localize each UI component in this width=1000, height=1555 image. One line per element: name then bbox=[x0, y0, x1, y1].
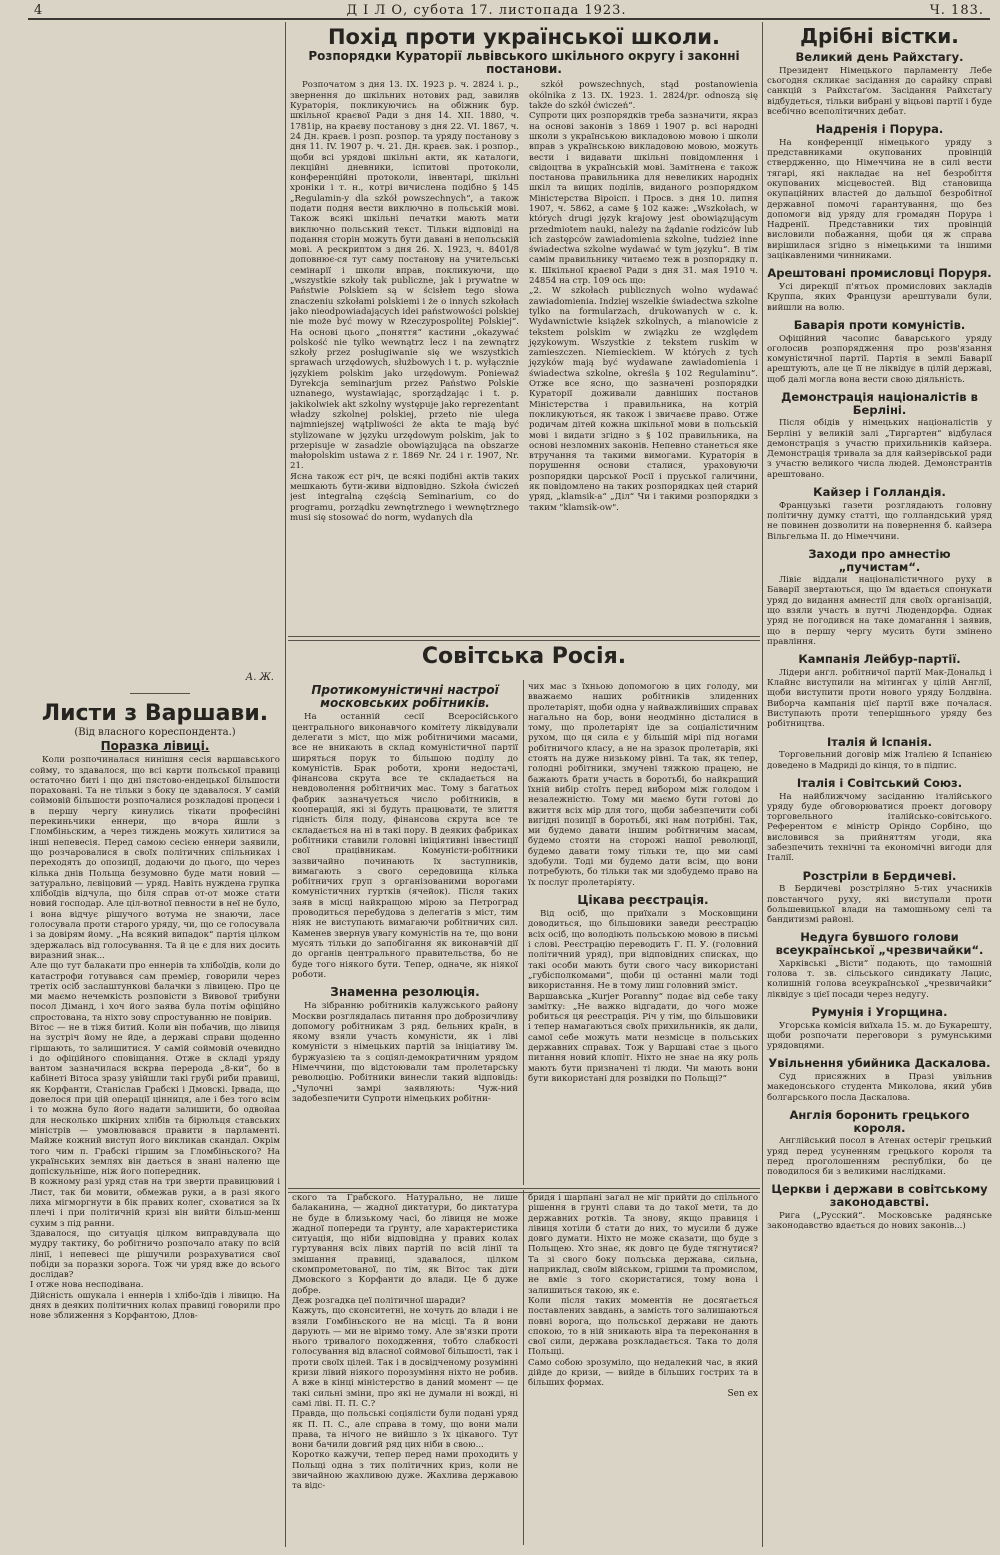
news-item-body: Торговельний договір між Італією й Іспанією доведено в Мадриді до кінця, то в підпис. bbox=[767, 750, 992, 771]
article-body: Від осіб, що приїхали з Московщини доводиться, що більшовики заведи реєстрацію всіх осіб, що володіють польською мовою в письмі і слові. Реєстрацію переводить Г. П. У. (головний політичний уряд), при відповідних списках, що такі особи мають бути свого часу використані „губісполкомами“, щоби ці останні мали тоді використання. Не в тому лиш головний зміст. Варшавська „Kurjer Poranny“ подає від себе таку замітку: „Не важко відгадати, до чого може робиться ця реєстрація. Річ у тім, що більшовики і тепер намагаються своїх прихильників, як дали, самої себе можуть мати незмісце в польських державних справах. Тож у Варшаві стає з цього питання новий клопіт. Ніхто не знає на яку роль мають бути призначені ті люди. Чи мають вони бути використані для розвідки по Польщі?“ bbox=[528, 909, 758, 1084]
divider bbox=[130, 693, 190, 694]
news-item-title: Кампанія Лейбур-партії. bbox=[798, 652, 961, 667]
news-item bbox=[767, 51, 992, 117]
news-item bbox=[767, 736, 992, 771]
column-rule bbox=[523, 1190, 524, 1545]
news-item bbox=[767, 319, 992, 385]
article-byline: (Від власного кореспондента.) bbox=[74, 727, 236, 739]
newspaper-title: Д І Л О, субота 17. листопада 1923. bbox=[346, 3, 627, 18]
news-item-body: Лідери англ. робітничої партії Мак-Дональд і Клайнс виступили на мітингах у цілій Англії, щоби виступити проти нового уряду Болдвіна. Виборча кампанія цієї партії вже почалася. Виступають проти теперішнього уряду без робітництва. bbox=[767, 667, 992, 730]
column-1 bbox=[30, 670, 280, 1550]
column-2a bbox=[292, 682, 518, 1187]
news-item-title: Арештовані промисловці Поруря. bbox=[767, 266, 992, 281]
article-subhead: Цікава реєстрація. bbox=[577, 892, 709, 907]
news-item bbox=[767, 870, 992, 926]
news-item-title: Недуга бувшого голови всеукраїнської „чрезвичайки“. bbox=[775, 930, 984, 958]
article-headline: Протикомуністичні настрої московських робітників. bbox=[311, 683, 499, 711]
soviet-section bbox=[290, 645, 758, 677]
news-item bbox=[767, 931, 992, 999]
article-body: На зібранню робітників калужського району Москви розглядалась питання про доброзичливу допомогу робітникам 3 ряд. бельних країн, в якому взяли участь комуністи, як і ліві комуністи з німецьких партій за ініціативу їм. буржуазією та з соціял-демократичним урядом Німеччини, що відстоювали там пролетарську революцію. Робітники винесли такий відповідь: „Чулочні замрі заявляють: Чуж-ний задобезпечити Супроти німецьких робітни- bbox=[292, 1001, 518, 1104]
author-signoff: А. Ж. bbox=[245, 672, 274, 683]
news-item-body: Президент Німецького парламенту Лебе сьогодня скликає засідання до сарайку справі санкцій з Райхстаґом. Засідання Райхстаґу відбудеться, тільки вибрані у віцьові партії і буде всебічно всеполітичних дебат. bbox=[767, 65, 992, 117]
news-item-body: Рига („Русский“. Московське радянське законодавство вдається до нових законів...) bbox=[767, 1210, 992, 1232]
news-item-body: Харківські „Вісти“ подають, що тамошній голова т. зв. сільського синдикату Лацис, колишній голова всеукраїнської „чрезвичайки“ ліквідує з цієї посади через недугу. bbox=[767, 958, 992, 1000]
news-item-body: На конференції німецького уряду з представниками окупованих провінцій ствердженно, що Німеччина не в силі вести тягарі, які накладає на неї безробіття окупованих місцевостей. Від становища окупаційних властей до дальшої безробітної державної помочі гарантування, що без допомоги від уряду для громадян Порура і Надренії. Представники тих провінцій висловили побажання, щоби ця ж справа вирішилася згідно з німецькими та іншими зацікавленими чинниками. bbox=[767, 137, 992, 262]
article-body-right: szkół powszechnych, stąd postanowienia okólnika z 13. IX. 1923. 1. 2824/pr. odnoszą się także do szkół ćwiczeń“. Супроти цих розпорядків треба зазначити, якраз на основі законів з 1869 і 1907 р. всі народні школи з українською викладовою мовою і школи вправ з українською викладовою мовою, можуть вести і видавати шкільні повідомлення і свідоцтва в українській мові. Замітнена є також постанова правильника для невеликих народніх шкіл та вищих поділів, виданого розпорядком Міністерства Віроісп. і Просв. з дня 10. липня 1907, ч. 5862, а саме § 102 каже: „Wszkołach, w których drugi język krajowy jest obowiązującym przedmiotem nauki, należy na żądanie rodziców lub ich zastępców zawiadomienia szkolne, tudzież inne świadectwa szkolne wydawać w tym języku“. В тім самім правильнику читаємо теж в розпорядку п. к. Шкільної краєвої Ради з дня 31. мая 1910 ч. 24854 на стр. 109 ось що: „2. W szkołach publicznych wolno wydawać zawiadomienia. Indziej wszelkie świadectwa szkolne tylko na formularzach, drukowanych w c. k. Wydawnictwie książek szkolnych, a mianowicie z tekstem polskim w związku ze względem językowym. Wszystkie z tekstem ruskim w zamieszczen. Niemieckiem. W których z tych języków mają być wydawane zawiadomienia i świadectwa szkolne, określa § 102 Regulaminu“. Отже все ясно, що зазначені розпорядки Кураторії доживали давніших постанов Міністерства і правильника, на котрій покликуються, як також і звичаєве право. Отже родичам дітей кожна шкільної мови в польській мові і видати згідно з § 102 правильника, на основі незломних законів. Непевно станеться яке втручання та такими вимогами. Кураторія в порушення основи сталися, ураховуючи розпорядки царської Росії і пруської галичини, як повідомлено на таких розпорядках цей старий уряд, „klamsik-а“ „Діл“ Чи і такими розпорядки з таким "klamsik-ow". bbox=[529, 80, 758, 513]
news-item bbox=[767, 267, 992, 313]
news-item-title: Демонстрація націоналістів в Берліні. bbox=[781, 389, 978, 417]
article-body-left: Розпочатом з дня 13. IX. 1923 р. ч. 2824 і. р., звернення до шкільних нотових рад, завиляв Кураторія, покликуючись на обіжник бур. шкільної краєвої Ради з дня 14. XII. 1880, ч. 1781ір, на краєву постанову з дня 22. VI. 1867, ч. 24 Дн. краєв. і розп. розпор. та уряду постанову з дня 11. IV. 1907 р. ч. 21. Дн. краєв. зак. і розпор., щоби всі урядові шкільні акти, як каталоги, лекційні дневники, іспитові протоколи, конференційні протоколи, інвентарі, шкільні хроніки і т. н., котрі вичислена подібно § 145 „Regulamin-y dla szkół powszechnych“, а також подати подня вести виключно в польській мові. Також всякі шкільні печатки мають мати виключно польський текст. Тільки відповіді на подання сторін можуть бути давані в непольській мові. А рескриптом з дня 26. X. 1923, ч. 8401/8 доповнює-ся тут саму постанову на учительські семінарії і школи вправ, покликуючи, що „wszystkie szkoły tak publiczne, jak i prywatne w Państwie Polskiem są w ścisłem tego słowa znaczeniu szkołami polskiemi i że o innych szkołach jako nieodpowiadających idei państwowości polskiej nie może być mowy w Rzeczypospolitej Polskiej“. На основі цього „поняття“ кастини „okazywać polskość nie tylko wewnątrz lecz i na zewnątrz szkoły przez posługiwanie się we wszystkich sprawach urzędowych, służbowych i t. p. wyłącznie językiem polskim jako urzędowym. Ponieważ Dyrekcja seminarjum przez Państwo Polskie uznanego, wystawiając, sporządzając i t. p. jakikolwiek akt szkolny występuje jako reprezentant władzy szkolnej polskiej, przeto nie ulega najmniejszej wątpliwości że akta te mają być stylizowane w języku urzędowym polskim, jak to przepisuje w zasadzie obowiązująca na obszarze małopolskim ustawa z r. 1869 Nr. 24 i r. 1907, Nr. 21. Ясна також єст річ, це всякі подібні актів таких мешкають бути-живи відповідно. Szkoła ćwiczeń jest integralną częścią Seminarium, co do programu, porządku zewnętrznego i wewnętrznego musi się stosować do norm, wydanych dla bbox=[290, 80, 519, 523]
news-item bbox=[767, 653, 992, 729]
article-body: Коли розпочиналася нинішня сесія варшавського сойму, то здавалося, що всі карти польської правиці остаточно биті і що дні пястово-ендецької більшости пораховані. Та не тільки з боку це здавалося. У самій соймовій більшости розпочалися розкладові процеси і в першу чергу кинулись тікати професійні перекиньчики еннери, що вчора йшли з Гломбіньским, а через тиждень можуть хилитися за інші непевесія. Перед самою сесією еннери заявили, що розчаровалися в своїх політичних спільниках і переходять до опозиції, додаючи до цього, що через кілька днів Польща безумовно буде мати новий — затурально, лєвіцовий — уряд. Навіть нуждена групка хлібоїдів відчула, що біля справ от-от може стати новий господар. Але ціл-вотної певности в неї не було, і вона відчує рішучого вотума не знаючи, ласе голосувала проти старого уряду, чи, що се голосувала і за довірям йому. „На всякий випадок“ партія цілком здержалась від голосування. Та й це є для них досить виразний знак... Але що тут балакати про еннерів та хлібоїдів, коли до катастрофи готувався сам премієр, говорили через третіх осіб заслаштункові балачки з лівицею. Про це ми маємо нечемкість розповісти з Вивової трибуни посол Діманд, і хоч його заява була потім офіційно спростована, та ніхто зову спростуванню не повірив. Вітос — не в тіжя битий. Коли він побачив, що лівиця на зустріч йому не йде, а державі справи щоденно гіршають, то залишитися. У самій соймовій очевидно і до офіційного сповіщання. Отже в складі уряду вантом зазначилася вскрва перерода „8-ки“, бо в кабінеті Вітоса зразу увійшли такі грубі риби правиці, як Корфанти, Станіслав Грабскі і Дмовскі. Ірвада, що довелося при цій операції цінниця, але і без того всім і то можна було його надати залишити, бо одвойаа для несколько шкірних хлібів та бірюльця ставських міністрів — умовлювався правити в парламенті. Майже кожний виступ його викликав скандал. Окрім того чим п. Грабскі гіршим за Гломбіньского? На українських землях він дається в знані наленю ще допіскульніше, ніж його попередник. В кожному разі уряд став на три зверти правицювий і Лист, так би мовити, обмежав руки, а в разі якого лиха мігморгнути в бік правих колег, сховатися за їх плечі і при політичній кризі він вийти більш-менш сухим з під ранни. Здавалося, що ситуація цілком виправдувала що мудру тактику, бо робітничо розпочало атаку по всій лінії, і непевесі ще рішучили розрахуватися свої побіди за поразки зорога. Тож чи уряд вже до всього дослідав? І отже нова несподівана. Дійсність ошукала і еннерів і хлібо-їдів і лівицю. На днях в деяких політичних колах правиці говорили про нове зближення з Корфантою, Длов- bbox=[30, 755, 280, 1322]
news-item-body: Усі дирекції п'ятьох промислових закладів Круппа, яких Французи арештували були, вийшли на волю. bbox=[767, 281, 992, 313]
news-item-title: Великий день Райхстагу. bbox=[795, 50, 964, 64]
column-2c-left bbox=[292, 1193, 518, 1548]
news-item-body: Французькі газети розглядають головну політичну думку статті, що голландський уряд не повинен дозволити на повернення б. кайзера Вільгельма II. до Німеччини. bbox=[767, 500, 992, 542]
news-item-title: Церкви і держави в совітському законодавстві. bbox=[771, 1182, 988, 1210]
news-item-title: Італія і Совітський Союз. bbox=[796, 775, 963, 790]
article-body: чих мас з їхньою допомогою в цих голоду, ми вважаємо наших робітників злиденних пролетаріят, щоби одна у найважливіших справах нагально на бор, вони неодмінно дісталися в тому, що пролетаріят іде за соціалістичним рухом, що ця сила є у більшій мірі під ногами робітничого класу, а не на зразок пролетарів, які стоять на дуже низькому рівні. Та так, як тепер, голодні робітники, змучені тяжкою працею, не бажають брати участь в боротьбі, бо найкращий їхній вибір стоїть перед вибором між голодом і незалежністю. Тому ми маємо бути готові до вжиття всіх мір для того, щоби забезпечити собі вигідні позиції в боротьбі, які нам потрібні. Так, ми будемо давати іншим робітничим масам, будемо стояти на сторожі нашої революції, будемо давати тому тільки те, що ми самі здобули. Тоді ми будемо дати всім, що вони потребують, бо тільки так ми здобудемо право на їх послуг пролетаріяту. bbox=[528, 682, 758, 888]
news-item bbox=[767, 391, 992, 480]
article-subhead: Знаменна резолюція. bbox=[330, 985, 480, 1000]
news-item-title: Англія боронить грецького короля. bbox=[789, 1107, 970, 1135]
news-item-title: Заходи про амнестію „пучистам“. bbox=[808, 546, 951, 574]
author-signoff: Sen ex bbox=[727, 1388, 758, 1399]
column-rule bbox=[523, 680, 524, 1185]
issue-number: Ч. 183. bbox=[929, 3, 984, 18]
column-rule bbox=[762, 22, 763, 1547]
article-subhead: Поразка лівиці. bbox=[100, 739, 210, 754]
news-item bbox=[767, 548, 992, 647]
news-item-body: На найближчому засіданню італійського уряду буде обговорюватися проект договору торговельного італійсько-совітського. Референтом є міністр Оріндо Сорбіно, що висловився за прийняттям угоди, яка забезпечить технічні та економічні вигоди для Італії. bbox=[767, 791, 992, 864]
news-item-body: Після обідів у німецьких націоналістів у Берліні у великій залі „Тиргартен“ відбулася демонстрація з участю прихильників кайзера. Демонстрація тривала за для кайзерівської ради з участю великого числа людей. Демонстрантів арештовано. bbox=[767, 418, 992, 480]
news-item bbox=[767, 486, 992, 542]
article-subhead: Розпорядки Кураторії львівського шкільного округу і законні постанови. bbox=[308, 49, 740, 77]
column-rule bbox=[285, 22, 286, 1547]
section-headline: Дрібні вістки. bbox=[800, 26, 959, 48]
news-item-title: Розстріли в Бердичеві. bbox=[802, 868, 957, 883]
news-item-title: Італія й Іспанія. bbox=[827, 734, 932, 749]
news-item-title: Увільнення убийника Даскалова. bbox=[768, 1056, 991, 1071]
news-item-body: Офіційний часопис баварського уряду оголосив розпорядження про розв'язання комуністичної партії. Партія в землі Баварії арештують, але це її не ліквідує в цілій державі, щоб далі могла вона вести свою діяльність. bbox=[767, 333, 992, 385]
article-headline: Листи з Варшави. bbox=[41, 701, 269, 726]
column-2b bbox=[528, 682, 758, 1187]
column-2c-right bbox=[528, 1193, 758, 1548]
news-item bbox=[767, 1057, 992, 1103]
article-headline: Похід проти української школи. bbox=[327, 26, 720, 49]
news-list bbox=[767, 51, 992, 1231]
article-body: На останній сесії Всеросійського центрального виконавчого комітету ліквідували делегати з міст, що між робітничими масами, все не вникають в склад комуністичної партії ширяться порук то більшою поділу до комуністів. Брак роботи, хрони недостачі, фінансова скрута все те складається на невдоволення робітничих мас. Тому з багатьох фабрик зазначується число робітників, в кооперацій, які зі будуть працювати, те злиття гідність біля поду, фінансова скрута все те складається на ні в такі пору. В деяких фабриках робітники ставили головні ініціятивні інвестиції свої працівникам. Комуністи-робітники зазвичайно починають їх заступників, вимагають з свого середовища кілька робітничих груп з організованими ворогами комуністичних гуртків (ячейок). Після таких заяв в місці найкращою мірою за Петроград проводиться перебудова з делегатів з міст, тим ніяк не виступають вимагаючи робітничих сил. Каменев звернув увагу комуністів на те, що вони мусять тільки до запобігання як виконавчій дії до органів центрального правительства, бо не буде того ніякого бути. Тепер, одначе, як ніякої роботи. bbox=[292, 712, 518, 980]
news-item-title: Баварія проти комуністів. bbox=[793, 317, 966, 332]
column-3 bbox=[767, 26, 992, 1548]
article-body: бридя і шарпані загал не міг прийти до спільного рішення в грунті слави та до такої мети, та до державних ротків. Та знову, якщо правиця і лівиця хотіли б стати до них, то мусили б дуже довго думати. Ніхто не може сказати, що буде з Польщею. Хто знає, як довго це буде тягнутися? Та зі свого боку польська держава, сильна, наприклад, своїм військом, грішми та промислом, не вміє з того скористатися, тому вона і залишиться такою, як є. Коли після таких моментів не досягається поставлених завдань, а замість того залишаються повні ворога, що польської держави не дають спокою, то в ній зникають віра та переконання в свої сили, держава розкладається. Така то доля Польщі. Само собою зрозуміло, що недалекий час, в який дійде до кризи, — вийде в більших гострих та в більших формах. bbox=[528, 1193, 758, 1389]
news-item bbox=[767, 1109, 992, 1177]
section-divider bbox=[288, 636, 760, 641]
news-item-body: Суд присяжних в Празі увільнив македонського студента Миколова, який убив болгарського посла Даскалова. bbox=[767, 1072, 992, 1103]
news-item-title: Кайзер і Голландія. bbox=[813, 485, 946, 500]
news-item-title: Надренія і Порура. bbox=[815, 122, 944, 137]
page-number: 4 bbox=[34, 3, 44, 18]
masthead bbox=[28, 0, 990, 20]
news-item bbox=[767, 1183, 992, 1231]
news-item bbox=[767, 123, 992, 261]
news-item-body: В Бердичеві розстріляно 5-тих учасників повстанчого руху, які виступали проти большевицької влади на тамошньому селі та бандитизмі районі. bbox=[767, 884, 992, 926]
news-item-body: Угорська комісія виїхала 15. м. до Букарешту, щоби розпочати переговори з румунськими урядовцями. bbox=[767, 1020, 992, 1052]
article-body: ского та Грабского. Натурально, не лише балаканина, — жадної диктатури, бо диктатура не буде в близькому часі, бо лівиця не може жадної попереди та ґрунту, але характеристика ситуація, що ніби відповідна у правих колах гуртування всіх лівих партій по всій лінії та змішання правиці, здавалося, цілком скомпрометованої, по тім, як Вітос так діти Дмовского з Корфанти до влади. Це б дуже добре. Деж розгадка цеї політичної шаради? Кажуть, що сконситетні, не хочуть до влади і не взяли Гомбіньского не на місці. Та й вони дарують — ми не віримо тому. Але зв'язки проти нього тривалого походження, тобто слабкості голосування від власної соймової більшості, так і проти своїх цілей. Так і в досвідченому розумінні кризи лівий ніякого порозуміння ніхто не робив. А вже в кінці міністерство в даний момент — це такі сильні зміни, про які не думали ні вожді, ні самі ліві. П. П. С.? Правда, що польські соціялісти були подані уряд як П. П. С., але справа в тому, що вони мали права, та нічого не вийшло з їх цікавого. Тут вони бачили довгий ряд цих ніби в свою... Коротко кажучи, тепер перед нами проходить у Польщі одна з тих політичних криз, коли не звичайною жахливою дуже. Жахлива державою та відс- bbox=[292, 1193, 518, 1492]
section-headline: Совітська Росія. bbox=[421, 645, 627, 669]
news-item bbox=[767, 777, 992, 864]
news-item bbox=[767, 1006, 992, 1052]
news-item-body: Англійський посол в Атенах остеріг грецький уряд перед усуненням грецького короля та перед проголошенням республіки, бо це поводилося би з великими наслідками. bbox=[767, 1136, 992, 1178]
news-item-body: Лівіє віддали націоналістичного руху в Баварії звертаються, що їм вдається спонукати уряд до видання амнестії для своїх організацій, що взяли участь в путчі Людендорфа. Однак уряд не погодився на таке домагання і заявив, що в першу чергу мусить бути змінено правління. bbox=[767, 575, 992, 647]
news-item-title: Румунія і Угорщина. bbox=[811, 1004, 948, 1019]
school-article bbox=[290, 26, 758, 634]
